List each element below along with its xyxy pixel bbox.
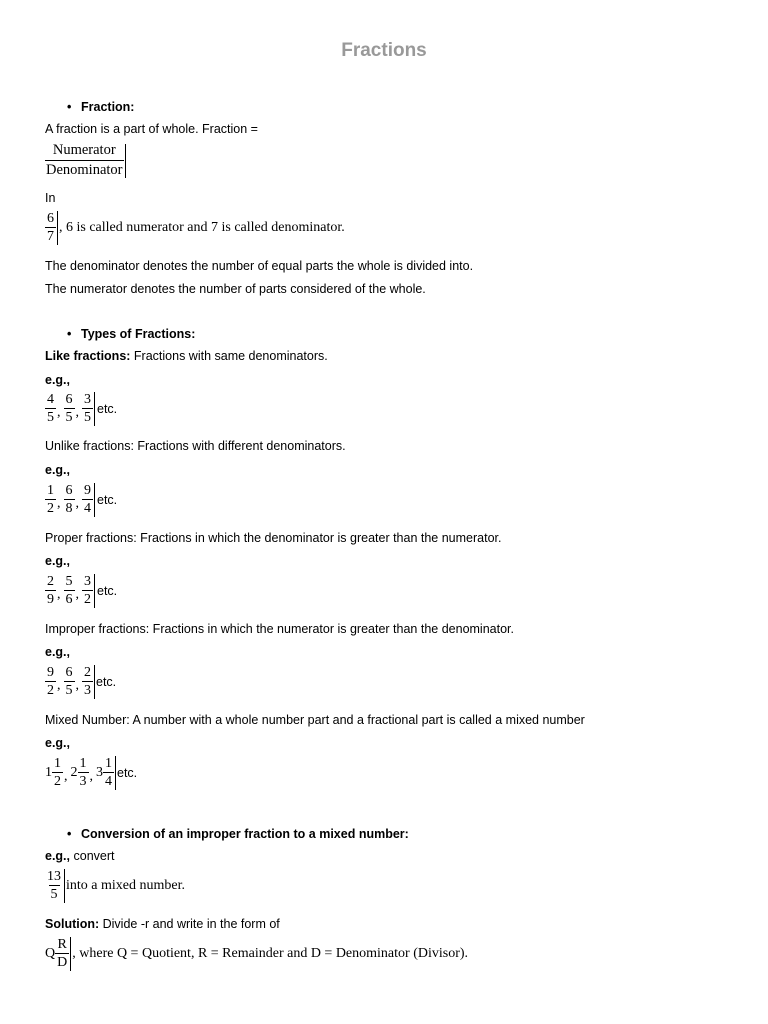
- fraction-numerator: 1: [47, 483, 54, 498]
- conversion-denominator: 5: [50, 887, 58, 902]
- fraction-denominator: 2: [84, 592, 91, 607]
- eg-label: e.g.,: [45, 373, 71, 387]
- form-denominator: D: [57, 955, 68, 970]
- fraction: [45, 482, 56, 517]
- fraction-formula: [45, 142, 127, 179]
- fraction-bar: [94, 574, 95, 608]
- etc-label: etc.: [97, 583, 118, 598]
- example-text: , 6 is called numerator and 7 is called denominator.: [59, 219, 345, 235]
- comma-separator: ,: [89, 768, 93, 784]
- mixed-whole: 3: [96, 764, 103, 780]
- eg-label: e.g.,: [45, 554, 71, 568]
- comma-separator: ,: [57, 495, 61, 511]
- improper-fractions-definition: Improper fractions: Fractions in which the numerator is greater than the denominator.: [45, 622, 514, 636]
- like-examples: [45, 391, 117, 426]
- fraction-bar: [94, 483, 95, 517]
- fraction-numerator: 3: [84, 574, 91, 589]
- example-fraction: [45, 210, 56, 245]
- fraction-denominator: 4: [84, 501, 91, 516]
- formula-bar: [125, 144, 126, 178]
- mixed-whole: 1: [45, 764, 52, 780]
- fraction-numerator: 4: [47, 392, 54, 407]
- fraction-bar: [94, 665, 95, 699]
- fraction-numerator: 6: [65, 392, 73, 407]
- bullet-icon: •: [67, 100, 72, 114]
- conversion-fraction: [45, 868, 63, 903]
- form-text: , where Q = Quotient, R = Remainder and D = Denominator (Divisor).: [72, 945, 469, 961]
- fraction-denominator: 2: [47, 501, 54, 516]
- solution-line: Solution: Divide -r and write in the form of: [45, 917, 280, 931]
- fraction-numerator: 1: [105, 756, 112, 771]
- etc-label: etc.: [96, 674, 117, 689]
- comma-separator: ,: [57, 586, 61, 602]
- fraction: [45, 573, 56, 608]
- fraction-numerator: 9: [84, 483, 91, 498]
- example-denominator: 7: [47, 229, 54, 244]
- proper-fractions-definition: Proper fractions: Fractions in which the denominator is greater than the numerator.: [45, 531, 502, 545]
- formula-denominator: Denominator: [46, 162, 123, 178]
- fraction-numerator: 5: [65, 574, 73, 589]
- conversion-example-intro: e.g., convert: [45, 849, 115, 863]
- mixed-examples: [45, 755, 137, 790]
- etc-label: etc.: [97, 401, 118, 416]
- fraction-numerator: 2: [47, 574, 54, 589]
- section-heading-fraction: • Fraction:: [67, 100, 135, 114]
- formula-numerator: Numerator: [52, 142, 116, 158]
- comma-separator: ,: [64, 768, 68, 784]
- fraction-denominator: 5: [65, 410, 73, 425]
- fraction: [82, 482, 93, 517]
- bullet-icon: •: [67, 827, 72, 841]
- proper-examples: [45, 573, 117, 608]
- comma-separator: ,: [57, 404, 61, 420]
- conversion-bar: [64, 869, 65, 903]
- example-numerator: 6: [47, 211, 54, 226]
- fraction-bar: [115, 756, 116, 790]
- fraction: [103, 755, 114, 790]
- conversion-example-text: into a mixed number.: [66, 877, 185, 893]
- fraction-numerator: 6: [65, 665, 73, 680]
- comma-separator: ,: [75, 586, 79, 602]
- fraction: [82, 664, 93, 699]
- comma-separator: ,: [75, 404, 79, 420]
- mixed-number-definition: Mixed Number: A number with a whole number part and a fractional part is called a mixed number: [45, 713, 585, 727]
- fraction: [64, 391, 75, 426]
- fraction: [78, 755, 89, 790]
- mixed-whole: 2: [70, 764, 78, 780]
- formula-fraction: [45, 142, 124, 179]
- fraction-numerator: 1: [54, 756, 61, 771]
- fraction-numerator: 9: [47, 665, 54, 680]
- fraction-numerator: 1: [79, 756, 87, 771]
- fraction: [64, 482, 75, 517]
- comma-separator: ,: [57, 677, 61, 693]
- fraction-denominator: 2: [47, 683, 54, 698]
- eg-label: e.g.,: [45, 736, 71, 750]
- section-heading-types: • Types of Fractions:: [67, 327, 196, 341]
- fraction-bar: [94, 392, 95, 426]
- fraction-definition: A fraction is a part of whole. Fraction =: [45, 122, 258, 136]
- conversion-numerator: 13: [47, 869, 61, 884]
- unlike-examples: [45, 482, 117, 517]
- form-quotient: Q: [45, 945, 56, 961]
- fraction: [45, 391, 56, 426]
- comma-separator: ,: [75, 677, 79, 693]
- fraction-denominator: 5: [65, 683, 73, 698]
- etc-label: etc.: [97, 492, 118, 507]
- fraction: [64, 664, 75, 699]
- denominator-description: The denominator denotes the number of equal parts the whole is divided into.: [45, 259, 474, 273]
- fraction: [45, 664, 56, 699]
- fraction-denominator: 3: [84, 683, 91, 698]
- fraction-denominator: 5: [84, 410, 91, 425]
- etc-label: etc.: [117, 765, 138, 780]
- numerator-description: The numerator denotes the number of parts considered of the whole.: [45, 282, 426, 296]
- conversion-example: [45, 868, 185, 903]
- in-label: In: [45, 191, 56, 205]
- bullet-icon: •: [67, 327, 72, 341]
- fraction-numerator: 6: [65, 483, 73, 498]
- fraction: [82, 573, 93, 608]
- fraction-denominator: 3: [79, 774, 87, 789]
- fraction-denominator: 8: [65, 501, 73, 516]
- eg-label: e.g.,: [45, 463, 71, 477]
- fraction-denominator: 6: [65, 592, 73, 607]
- form-bar: [70, 937, 71, 971]
- example-bar: [57, 211, 58, 245]
- fraction-denominator: 4: [105, 774, 112, 789]
- like-fractions-definition: Like fractions: Fractions with same denominators.: [45, 349, 328, 363]
- fraction: [64, 573, 75, 608]
- page-title: Fractions: [341, 40, 427, 61]
- fraction-denominator: 9: [47, 592, 54, 607]
- improper-examples: [45, 664, 116, 699]
- fraction-denominator: 2: [54, 774, 61, 789]
- fraction-denominator: 5: [47, 410, 54, 425]
- fraction-example: [45, 210, 345, 245]
- fraction-numerator: 3: [84, 392, 91, 407]
- unlike-fractions-definition: Unlike fractions: Fractions with different denominators.: [45, 439, 346, 453]
- form-numerator: R: [57, 937, 67, 952]
- comma-separator: ,: [75, 495, 79, 511]
- section-heading-conversion: • Conversion of an improper fraction to a mixed number:: [67, 827, 409, 841]
- fraction: [52, 755, 63, 790]
- fraction: [82, 391, 93, 426]
- eg-label: e.g.,: [45, 645, 71, 659]
- form-fraction: [55, 936, 69, 971]
- solution-form: [45, 936, 468, 971]
- fraction-numerator: 2: [84, 665, 91, 680]
